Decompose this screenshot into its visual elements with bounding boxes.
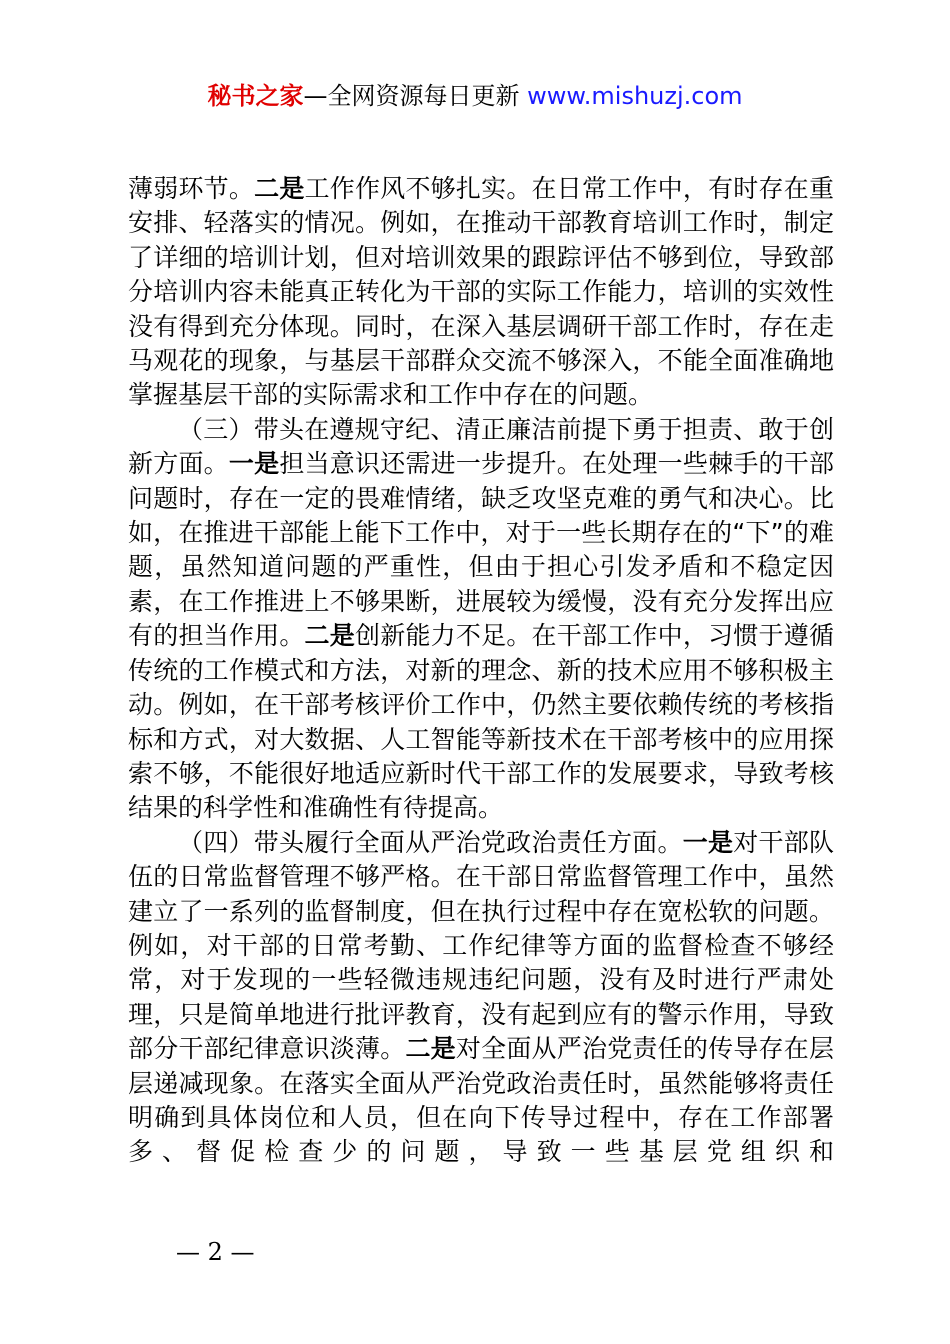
paragraph-text: 薄弱环节。: [128, 174, 255, 203]
page-number: — 2 —: [176, 1238, 255, 1266]
paragraph-continuation: [128, 172, 834, 413]
paragraph-section-four: [128, 826, 834, 1170]
paragraph-text: （三）带头在遵规守纪、清正廉洁前提下勇于担责、敢于创新方面。: [128, 414, 834, 479]
paragraph-text: 对全面从严治党责任的传导存在层层递减现象。在落实全面从严治党政治责任时，虽然能够将责任明确到具体岗位和人员，但在向下传导过程中，存在工作部署多、督促检查少的问题，导致一些基层党组织和: [128, 1034, 834, 1167]
paragraph-section-three: [128, 413, 834, 826]
document-body: [128, 172, 834, 1170]
paragraph-emphasis: 一是: [228, 449, 280, 479]
paragraph-emphasis: 二是: [254, 174, 305, 203]
site-url-link[interactable]: www.mishuzj.com: [527, 82, 743, 110]
paragraph-text: 创新能力不足。在干部工作中，习惯于遵循传统的工作模式和方法，对新的理念、新的技术应用不够积极主动。例如，在干部考核评价工作中，仍然主要依赖传统的考核指标和方式，对大数据、人工智能等新技术在干部考核中的应用探索不够，不能很好地适应新时代干部工作的发展要求，导致考核结果的科学性和准确性有待提高。: [128, 621, 834, 823]
paragraph-emphasis: 一是: [682, 827, 734, 857]
paragraph-text: 担当意识还需进一步提升。在处理一些棘手的干部问题时，存在一定的畏难情绪，缺乏攻坚克难的勇气和决心。比如，在推进干部能上能下工作中，对于一些长期存在的“下”的难题，虽然知道问题的严重性，但由于担心引发矛盾和不稳定因素，在工作推进上不够果断，进展较为缓慢，没有充分发挥出应有的担当作用。: [128, 449, 834, 651]
paragraph-emphasis: 二是: [304, 621, 355, 651]
site-brand: 秘书之家: [207, 82, 304, 110]
paragraph-emphasis: 二是: [405, 1034, 456, 1064]
site-tagline: —全网资源每日更新: [303, 82, 520, 110]
paragraph-text: （四）带头履行全面从严治党政治责任方面。: [178, 827, 683, 857]
site-header: [0, 80, 950, 112]
paragraph-text: 工作作风不够扎实。在日常工作中，有时存在重安排、轻落实的情况。例如，在推动干部教育培训工作时，制定了详细的培训计划，但对培训效果的跟踪评估不够到位，导致部分培训内容未能真正转化为干部的实际工作能力，培训的实效性没有得到充分体现。同时，在深入基层调研干部工作时，存在走马观花的现象，与基层干部群众交流不够深入，不能全面准确地掌握基层干部的实际需求和工作中存在的问题。: [128, 174, 834, 410]
paragraph-text: 对干部队伍的日常监督管理不够严格。在干部日常监督管理工作中，虽然建立了一系列的监督制度，但在执行过程中存在宽松软的问题。例如，对干部的日常考勤、工作纪律等方面的监督检查不够经常，对于发现的一些轻微违规违纪问题，没有及时进行严肃处理，只是简单地进行批评教育，没有起到应有的警示作用，导致部分干部纪律意识淡薄。: [128, 827, 834, 1064]
